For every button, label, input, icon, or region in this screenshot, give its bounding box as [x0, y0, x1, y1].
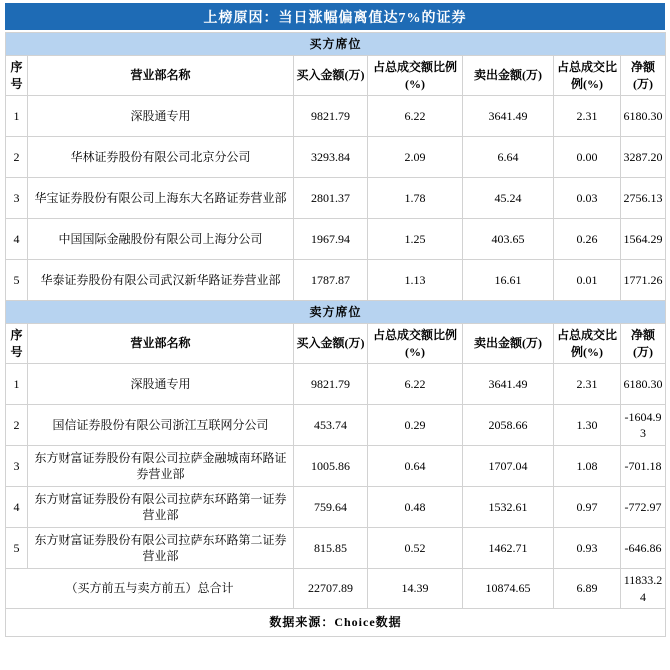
seat-no-cell: 2: [6, 137, 28, 178]
seat-name-cell: 东方财富证券股份有限公司拉萨金融城南环路证券营业部: [28, 446, 294, 487]
buy-amount-cell: 453.74: [294, 405, 368, 446]
sell-amount-cell: 2058.66: [463, 405, 554, 446]
seat-name-cell: 华宝证券股份有限公司上海东大名路证券营业部: [28, 178, 294, 219]
seat-no-cell: 1: [6, 96, 28, 137]
col-header-name: 营业部名称: [28, 56, 294, 96]
seat-name-cell: 东方财富证券股份有限公司拉萨东环路第二证券营业部: [28, 528, 294, 569]
seat-no-cell: 2: [6, 405, 28, 446]
sell-amount-cell: 1707.04: [463, 446, 554, 487]
buy-amount-cell: 9821.79: [294, 364, 368, 405]
sell-ratio-cell: 0.26: [554, 219, 621, 260]
seat-name-cell: 华林证券股份有限公司北京分公司: [28, 137, 294, 178]
sell-ratio-cell: 0.00: [554, 137, 621, 178]
net-amount-cell: -646.86: [621, 528, 666, 569]
buy-ratio-cell: 0.29: [368, 405, 463, 446]
total-label-cell: （买方前五与卖方前五）总合计: [6, 569, 294, 609]
report-title: 上榜原因：当日涨幅偏离值达7%的证券: [203, 10, 467, 26]
col-header-buy-amount: 买入金额(万): [294, 56, 368, 96]
seat-name-cell: 中国国际金融股份有限公司上海分公司: [28, 219, 294, 260]
net-amount-cell: -701.18: [621, 446, 666, 487]
total-buy-amount-cell: 22707.89: [294, 569, 368, 609]
sell-ratio-cell: 2.31: [554, 364, 621, 405]
net-amount-cell: 1564.29: [621, 219, 666, 260]
total-sell-ratio-cell: 6.89: [554, 569, 621, 609]
sell-section-header: 卖方席位: [6, 301, 666, 324]
net-amount-cell: 1771.26: [621, 260, 666, 301]
total-buy-ratio-cell: 14.39: [368, 569, 463, 609]
col-header-sell-amount: 卖出金额(万): [463, 56, 554, 96]
buy-table-row: [6, 96, 666, 137]
col-header-buy-ratio: 占总成交额比例(%): [368, 324, 463, 364]
data-source-label: 数据来源：Choice数据: [6, 609, 666, 637]
buy-ratio-cell: 6.22: [368, 364, 463, 405]
sell-table-row: [6, 446, 666, 487]
buy-ratio-cell: 0.48: [368, 487, 463, 528]
net-amount-cell: -772.97: [621, 487, 666, 528]
buy-section-header: 买方席位: [6, 33, 666, 56]
seat-no-cell: 5: [6, 528, 28, 569]
sell-amount-cell: 1532.61: [463, 487, 554, 528]
sell-table-row: [6, 528, 666, 569]
sell-amount-cell: 3641.49: [463, 364, 554, 405]
seat-no-cell: 3: [6, 446, 28, 487]
seat-name-cell: 华泰证券股份有限公司武汉新华路证券营业部: [28, 260, 294, 301]
buy-ratio-cell: 0.64: [368, 446, 463, 487]
buy-amount-cell: 9821.79: [294, 96, 368, 137]
total-row: [6, 569, 666, 609]
seat-no-cell: 3: [6, 178, 28, 219]
buy-ratio-cell: 1.25: [368, 219, 463, 260]
buy-table-row: [6, 260, 666, 301]
net-amount-cell: 2756.13: [621, 178, 666, 219]
buy-table-row: [6, 219, 666, 260]
sell-amount-cell: 1462.71: [463, 528, 554, 569]
sell-amount-cell: 3641.49: [463, 96, 554, 137]
trading-seats-table: [5, 32, 666, 637]
sell-amount-cell: 16.61: [463, 260, 554, 301]
sell-ratio-cell: 1.08: [554, 446, 621, 487]
buy-ratio-cell: 1.78: [368, 178, 463, 219]
seat-no-cell: 1: [6, 364, 28, 405]
net-amount-cell: -1604.93: [621, 405, 666, 446]
sell-table-row: [6, 405, 666, 446]
buy-column-header-row: [6, 56, 666, 96]
buy-section-row: [6, 33, 666, 56]
col-header-net: 净额(万): [621, 324, 666, 364]
col-header-net: 净额(万): [621, 56, 666, 96]
seat-name-cell: 深股通专用: [28, 364, 294, 405]
buy-amount-cell: 815.85: [294, 528, 368, 569]
buy-amount-cell: 3293.84: [294, 137, 368, 178]
buy-amount-cell: 1967.94: [294, 219, 368, 260]
sell-section-row: [6, 301, 666, 324]
col-header-no: 序号: [6, 56, 28, 96]
sell-amount-cell: 45.24: [463, 178, 554, 219]
sell-ratio-cell: 2.31: [554, 96, 621, 137]
sell-ratio-cell: 0.01: [554, 260, 621, 301]
net-amount-cell: 6180.30: [621, 364, 666, 405]
total-sell-amount-cell: 10874.65: [463, 569, 554, 609]
seat-no-cell: 4: [6, 487, 28, 528]
seat-name-cell: 深股通专用: [28, 96, 294, 137]
sell-column-header-row: [6, 324, 666, 364]
col-header-name: 营业部名称: [28, 324, 294, 364]
buy-ratio-cell: 6.22: [368, 96, 463, 137]
buy-amount-cell: 2801.37: [294, 178, 368, 219]
buy-ratio-cell: 2.09: [368, 137, 463, 178]
sell-ratio-cell: 0.93: [554, 528, 621, 569]
sell-table-row: [6, 487, 666, 528]
sell-ratio-cell: 0.97: [554, 487, 621, 528]
net-amount-cell: 3287.20: [621, 137, 666, 178]
buy-ratio-cell: 1.13: [368, 260, 463, 301]
buy-table-row: [6, 178, 666, 219]
footer-row: [6, 609, 666, 637]
report-title-bar: [5, 3, 665, 30]
sell-amount-cell: 403.65: [463, 219, 554, 260]
sell-ratio-cell: 1.30: [554, 405, 621, 446]
sell-ratio-cell: 0.03: [554, 178, 621, 219]
seat-name-cell: 国信证券股份有限公司浙江互联网分公司: [28, 405, 294, 446]
col-header-no: 序号: [6, 324, 28, 364]
buy-ratio-cell: 0.52: [368, 528, 463, 569]
col-header-buy-amount: 买入金额(万): [294, 324, 368, 364]
sell-table-row: [6, 364, 666, 405]
buy-amount-cell: 1787.87: [294, 260, 368, 301]
col-header-sell-ratio: 占总成交比例(%): [554, 324, 621, 364]
seat-name-cell: 东方财富证券股份有限公司拉萨东环路第一证券营业部: [28, 487, 294, 528]
buy-amount-cell: 1005.86: [294, 446, 368, 487]
total-net-amount-cell: 11833.24: [621, 569, 666, 609]
col-header-buy-ratio: 占总成交额比例(%): [368, 56, 463, 96]
col-header-sell-amount: 卖出金额(万): [463, 324, 554, 364]
buy-amount-cell: 759.64: [294, 487, 368, 528]
seat-no-cell: 4: [6, 219, 28, 260]
seat-no-cell: 5: [6, 260, 28, 301]
net-amount-cell: 6180.30: [621, 96, 666, 137]
sell-amount-cell: 6.64: [463, 137, 554, 178]
col-header-sell-ratio: 占总成交比例(%): [554, 56, 621, 96]
buy-table-row: [6, 137, 666, 178]
